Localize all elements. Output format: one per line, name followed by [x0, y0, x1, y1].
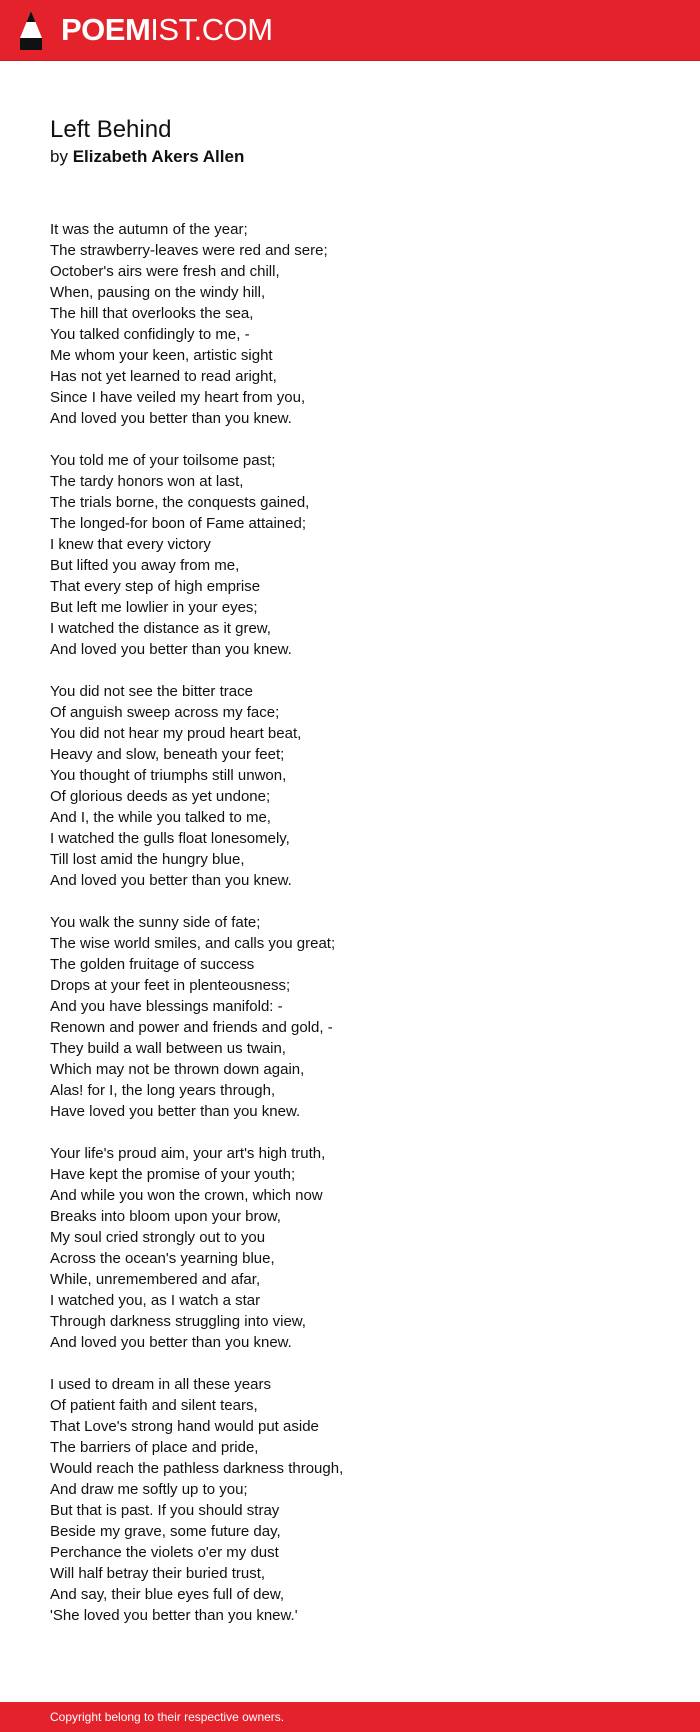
stanza	[50, 1143, 650, 1353]
poem-line: And loved you better than you knew.	[50, 872, 292, 889]
poem-line: And you have blessings manifold: -	[50, 998, 283, 1015]
poem-line: I knew that every victory	[50, 536, 211, 553]
poem-line: Which may not be thrown down again,	[50, 1061, 305, 1078]
poem-line: And say, their blue eyes full of dew,	[50, 1586, 285, 1603]
poem-line: You talked confidingly to me, -	[50, 326, 250, 343]
poem-line: Through darkness struggling into view,	[50, 1313, 306, 1330]
poem-line: Since I have veiled my heart from you,	[50, 389, 306, 406]
poem-body	[50, 219, 650, 1647]
poem-line: When, pausing on the windy hill,	[50, 284, 266, 301]
poem-line: The barriers of place and pride,	[50, 1439, 259, 1456]
poem-line: Would reach the pathless darkness through,	[50, 1460, 344, 1477]
byline	[50, 146, 244, 168]
poem-line: Will half betray their buried trust,	[50, 1565, 266, 1582]
poem-line: October's airs were fresh and chill,	[50, 263, 280, 280]
poem-line: Renown and power and friends and gold, -	[50, 1019, 333, 1036]
poem-line: While, unremembered and afar,	[50, 1271, 261, 1288]
poem-line: Have kept the promise of your youth;	[50, 1166, 296, 1183]
poem-line: The strawberry-leaves were red and sere;	[50, 242, 328, 259]
poem-line: And loved you better than you knew.	[50, 410, 292, 427]
poem-line: The tardy honors won at last,	[50, 473, 244, 490]
logo-brand-light: IST.COM	[150, 12, 273, 47]
poem-line: And loved you better than you knew.	[50, 641, 292, 658]
poem-line: And draw me softly up to you;	[50, 1481, 248, 1498]
poem-line: Have loved you better than you knew.	[50, 1103, 301, 1120]
poem-line: The trials borne, the conquests gained,	[50, 494, 310, 511]
poem-line: I watched you, as I watch a star	[50, 1292, 261, 1309]
poem-line: You did not hear my proud heart beat,	[50, 725, 302, 742]
poem-line: Of patient faith and silent tears,	[50, 1397, 258, 1414]
poem-line: It was the autumn of the year;	[50, 221, 248, 238]
poem-line: Beside my grave, some future day,	[50, 1523, 281, 1540]
poem-line: You did not see the bitter trace	[50, 683, 253, 700]
site-footer	[0, 1702, 700, 1732]
poem-line: Has not yet learned to read aright,	[50, 368, 277, 385]
poem-line: And loved you better than you knew.	[50, 1334, 292, 1351]
poem-line: I used to dream in all these years	[50, 1376, 271, 1393]
poem-line: Drops at your feet in plenteousness;	[50, 977, 291, 994]
poem-line: I watched the distance as it grew,	[50, 620, 271, 637]
poem-title: Left Behind	[50, 116, 172, 143]
poem-line: You thought of triumphs still unwon,	[50, 767, 287, 784]
stanza	[50, 1374, 650, 1626]
stanza	[50, 450, 650, 660]
author-name: Elizabeth Akers Allen	[72, 147, 245, 166]
poem-line: That every step of high emprise	[50, 578, 261, 595]
poem-heading	[50, 114, 244, 168]
poem-line: The longed-for boon of Fame attained;	[50, 515, 306, 532]
poem-line: Till lost amid the hungry blue,	[50, 851, 245, 868]
logo-brand-bold: POEM	[61, 12, 151, 47]
poem-line: Your life's proud aim, your art's high truth,	[50, 1145, 326, 1162]
byline-prefix: by	[50, 147, 68, 166]
poem-line: But lifted you away from me,	[50, 557, 240, 574]
poem-line: Alas! for I, the long years through,	[50, 1082, 276, 1099]
poem-line: That Love's strong hand would put aside	[50, 1418, 319, 1435]
poem-line: But left me lowlier in your eyes;	[50, 599, 258, 616]
site-header	[0, 0, 700, 61]
poem-line: 'She loved you better than you knew.'	[50, 1607, 298, 1624]
copyright-notice: Copyright belong to their respective owners.	[50, 1710, 285, 1724]
poem-line: The hill that overlooks the sea,	[50, 305, 254, 322]
stanza	[50, 681, 650, 891]
poem-line: And I, the while you talked to me,	[50, 809, 271, 826]
poem-line: But that is past. If you should stray	[50, 1502, 280, 1519]
poem-line: Of anguish sweep across my face;	[50, 704, 280, 721]
poem-line: The golden fruitage of success	[50, 956, 255, 973]
stanza	[50, 219, 650, 429]
poem-line: I watched the gulls float lonesomely,	[50, 830, 290, 847]
stanza	[50, 912, 650, 1122]
poem-line: Of glorious deeds as yet undone;	[50, 788, 271, 805]
poem-line: And while you won the crown, which now	[50, 1187, 323, 1204]
poem-line: You told me of your toilsome past;	[50, 452, 276, 469]
pencil-tip-icon[interactable]	[18, 10, 44, 52]
poem-line: Me whom your keen, artistic sight	[50, 347, 273, 364]
poem-line: Breaks into bloom upon your brow,	[50, 1208, 281, 1225]
poem-line: The wise world smiles, and calls you great;	[50, 935, 336, 952]
poem-line: You walk the sunny side of fate;	[50, 914, 261, 931]
poem-line: My soul cried strongly out to you	[50, 1229, 266, 1246]
poem-line: They build a wall between us twain,	[50, 1040, 286, 1057]
poem-line: Perchance the violets o'er my dust	[50, 1544, 279, 1561]
poem-line: Across the ocean's yearning blue,	[50, 1250, 275, 1267]
site-logo[interactable]	[61, 8, 273, 52]
poem-line: Heavy and slow, beneath your feet;	[50, 746, 285, 763]
